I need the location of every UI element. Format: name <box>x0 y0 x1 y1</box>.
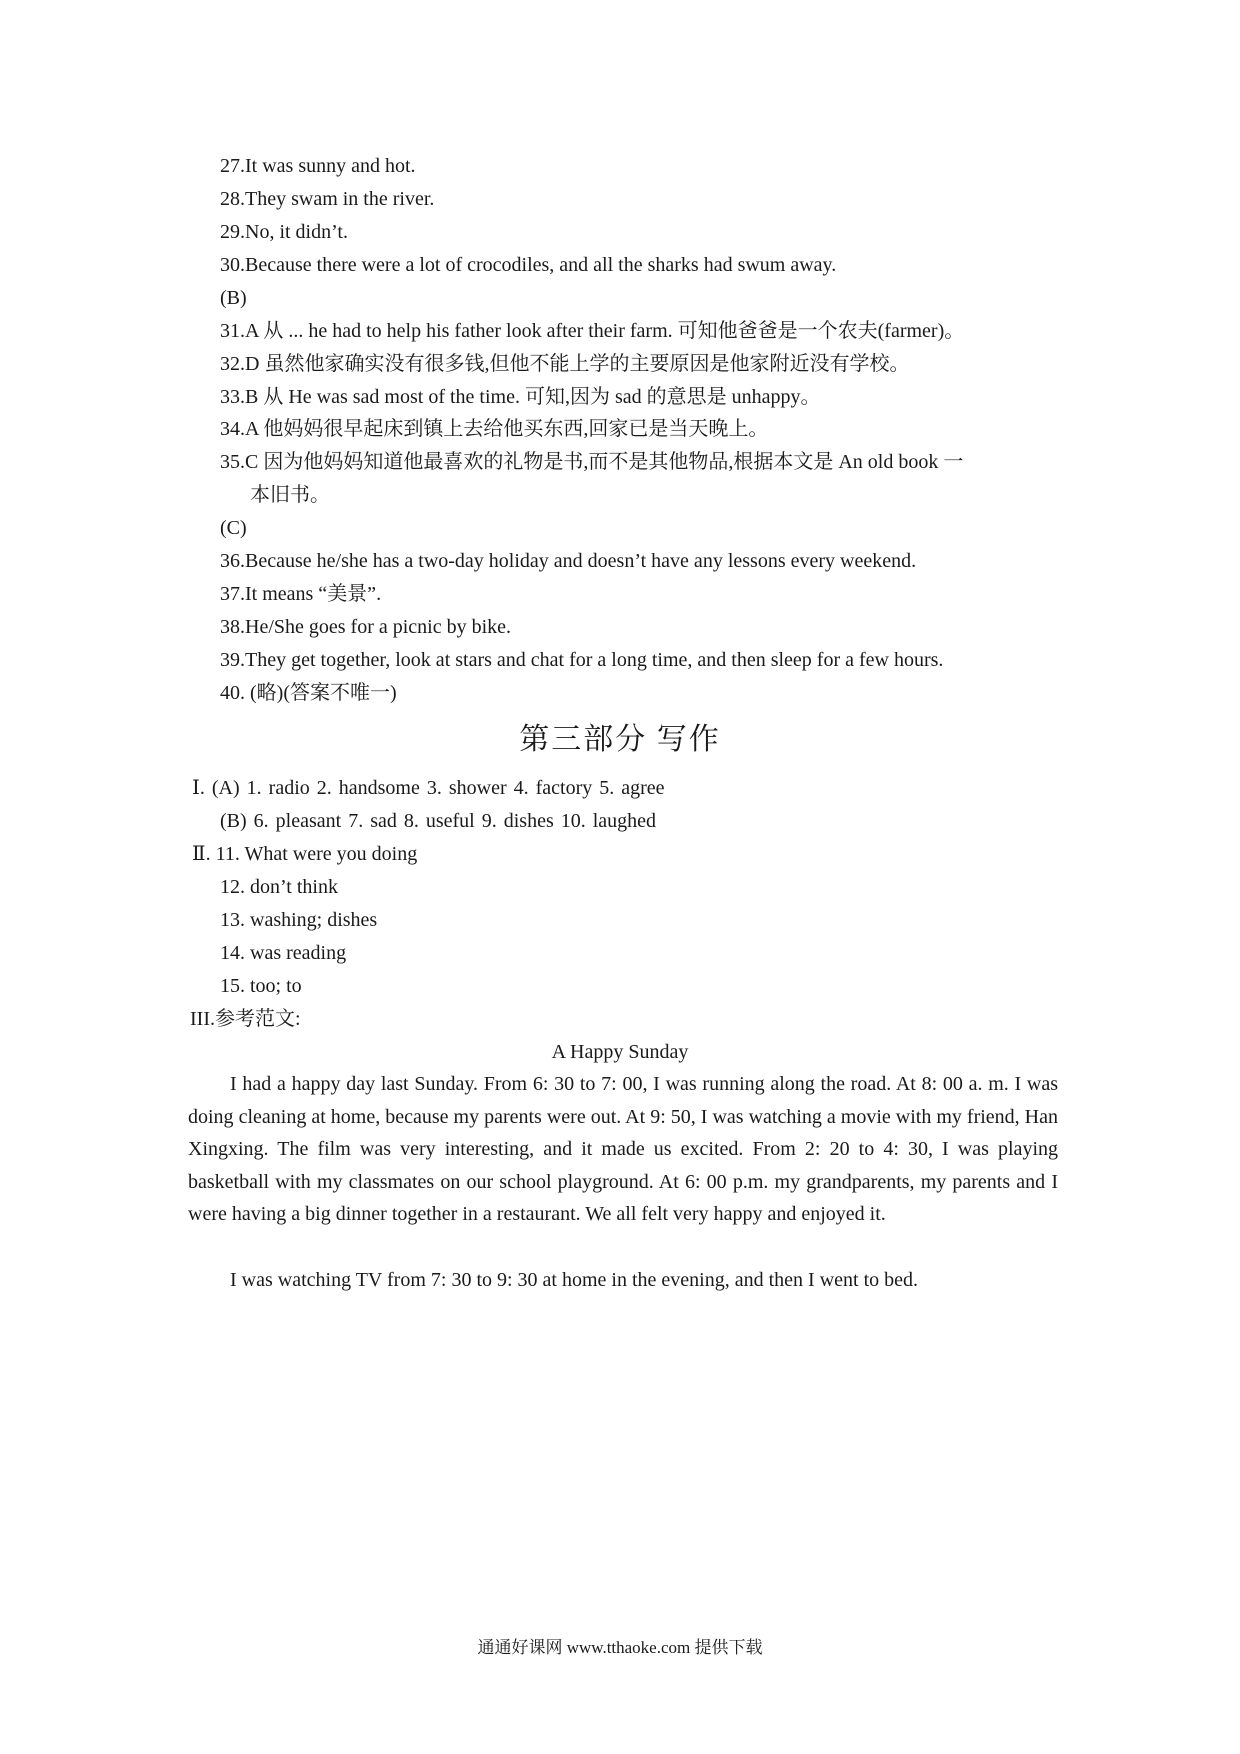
answer-13: 13. washing; dishes <box>220 909 378 931</box>
answer-35-continued: 本旧书。 <box>250 484 330 506</box>
answer-32: 32.D 虽然他家确实没有很多钱,但他不能上学的主要原因是他家附近没有学校。 <box>220 353 910 375</box>
essay-paragraph-2: I was watching TV from 7: 30 to 9: 30 at home in the evening, and then I went to bed. <box>230 1269 919 1291</box>
answer-15: 15. too; to <box>220 975 302 997</box>
answer-30: 30.Because there were a lot of crocodiles, and all the sharks had swum away. <box>220 254 837 276</box>
answer-36: 36.Because he/she has a two-day holiday and doesn’t have any lessons every weekend. <box>220 550 917 572</box>
answer-27: 27.It was sunny and hot. <box>220 155 416 177</box>
answer-14: 14. was reading <box>220 942 347 964</box>
essay-paragraph-1: I had a happy day last Sunday. From 6: 30 to 7: 00, I was running along the road. At 8: 00 a. m. I was doing cleaning at home, because my parents were out. At 9: 50, I was watching a movie with my friend, Han Xingxing. The film was very interesting, and it made us excited. From 2: 20 to 4: 30, I was playing basketball with my classmates on our school playground. At 6: 00 p.m. my grandparents, my parents and I were having a big dinner together in a restaurant. We all felt very happy and enjoyed it. <box>188 1073 1058 1225</box>
essay-title: A Happy Sunday <box>551 1041 689 1063</box>
answer-31: 31.A 从 ... he had to help his father look after their farm. 可知他爸爸是一个农夫(farmer)。 <box>220 320 965 342</box>
section-c-label: (C) <box>220 517 247 539</box>
answer-39: 39.They get together, look at stars and chat for a long time, and then sleep for a few hours. <box>220 649 944 671</box>
answer-35: 35.C 因为他妈妈知道他最喜欢的礼物是书,而不是其他物品,根据本文是 An old book 一 <box>220 451 964 473</box>
answer-12: 12. don’t think <box>220 876 338 898</box>
answer-28: 28.They swam in the river. <box>220 188 435 210</box>
section-1-a: Ⅰ. (A) 1. radio 2. handsome 3. shower 4. factory 5. agree <box>192 777 665 799</box>
answer-29: 29.No, it didn’t. <box>220 221 348 243</box>
answer-33: 33.B 从 He was sad most of the time. 可知,因为 sad 的意思是 unhappy。 <box>220 386 821 408</box>
answer-34: 34.A 他妈妈很早起床到镇上去给他买东西,回家已是当天晚上。 <box>220 418 769 440</box>
answer-38: 38.He/She goes for a picnic by bike. <box>220 616 512 638</box>
section-1-b: (B) 6. pleasant 7. sad 8. useful 9. dishes 10. laughed <box>220 810 657 832</box>
section-3-label: III.参考范文: <box>190 1008 301 1030</box>
answer-37: 37.It means “美景”. <box>220 583 382 605</box>
part-three-heading: 第三部分 写作 <box>519 723 721 756</box>
answer-11: Ⅱ. 11. What were you doing <box>192 843 418 865</box>
section-b-label: (B) <box>220 287 247 309</box>
answer-40: 40. (略)(答案不唯一) <box>220 682 397 704</box>
footer-source: 通通好课网 www.tthaoke.com 提供下载 <box>477 1638 763 1657</box>
